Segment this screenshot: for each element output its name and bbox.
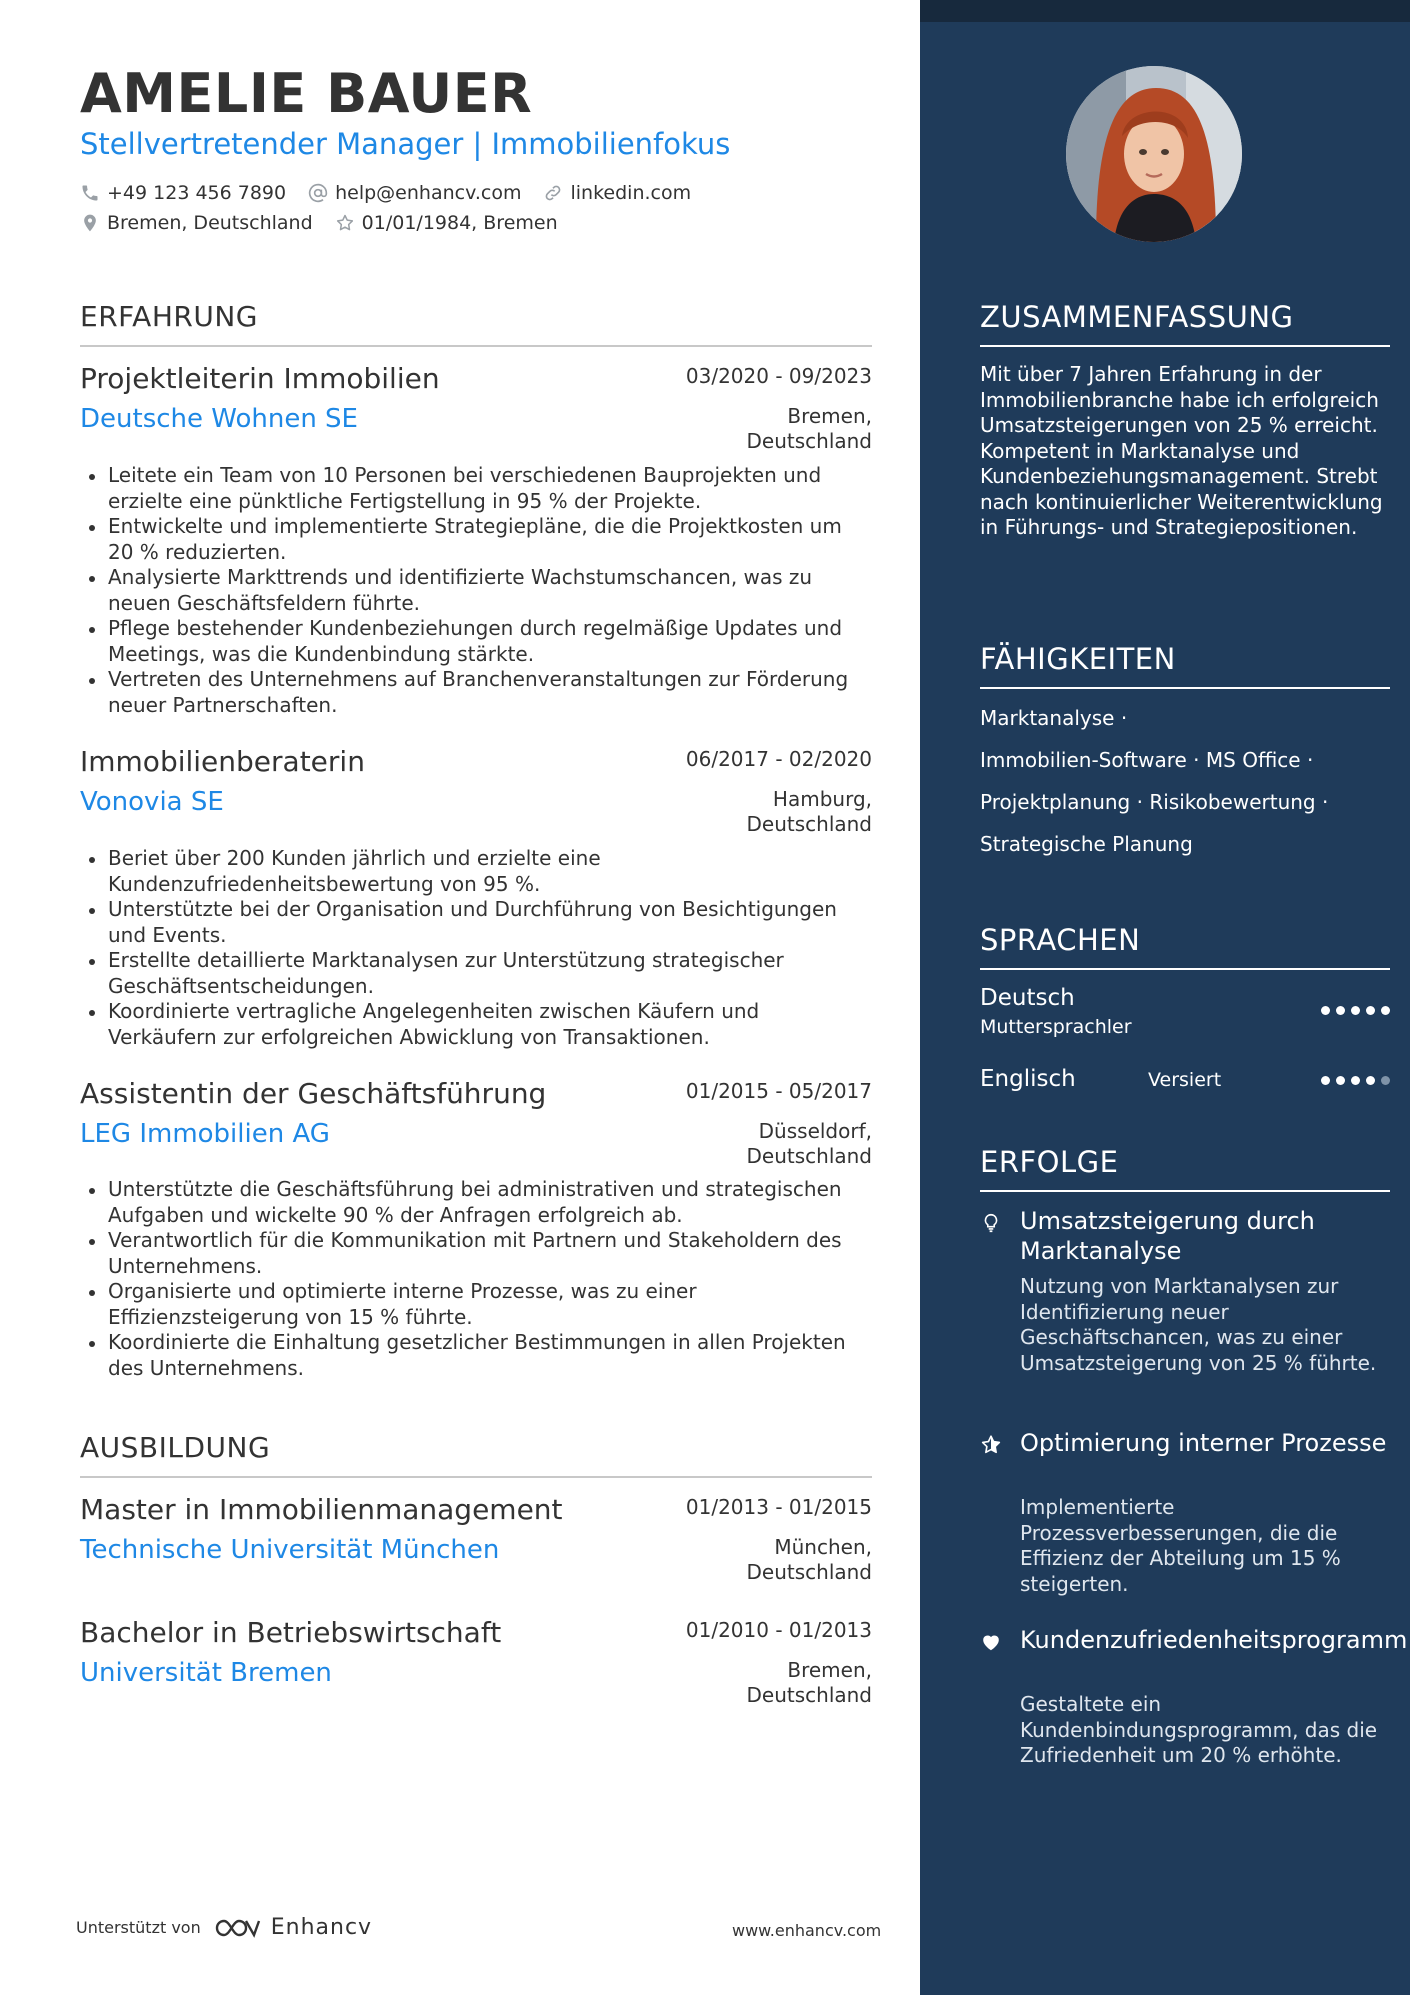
job-location	[747, 404, 873, 454]
job-bullets	[80, 1177, 872, 1381]
job-title: Assistentin der Geschäftsführung	[80, 1077, 547, 1110]
section-title-languages: SPRACHEN	[980, 923, 1141, 957]
job-bullets	[80, 846, 872, 1050]
phone-icon	[80, 183, 100, 203]
contact-row-1	[80, 182, 713, 204]
degree-title: Bachelor in Betriebswirtschaft	[80, 1616, 502, 1649]
job-title: Projektleiterin Immobilien	[80, 362, 440, 395]
contact-row-2	[80, 212, 580, 234]
achievement-description: Nutzung von Marktanalysen zur Identifizierung neuer Geschäftschancen, was zu einer Umsatzsteigerung von 25 % führte.	[1020, 1274, 1377, 1375]
skill-line: Marktanalyse ·	[980, 706, 1128, 730]
location-text: Bremen, Deutschland	[107, 212, 313, 234]
achievement-title: Kundenzufriedenheitsprogramm	[1020, 1626, 1408, 1654]
candidate-name: AMELIE BAUER	[80, 62, 533, 125]
phone-text: +49 123 456 7890	[107, 182, 287, 204]
skill-line: Immobilien-Software · MS Office ·	[980, 748, 1314, 772]
enhancv-brand[interactable]: Enhancv	[270, 1915, 373, 1940]
job-dates: 06/2017 - 02/2020	[685, 747, 872, 771]
bullet-item: Unterstützte bei der Organisation und Durchführung von Besichtigungen und Events.	[80, 897, 872, 948]
email-text: help@enhancv.com	[335, 182, 522, 204]
rating-dot-filled	[1366, 1006, 1375, 1015]
bullet-item: Erstellte detaillierte Marktanalysen zur Unterstützung strategischer Geschäftsentscheidungen.	[80, 948, 872, 999]
company-name: Deutsche Wohnen SE	[80, 404, 358, 434]
avatar-portrait	[1066, 66, 1242, 242]
star-icon	[980, 1434, 1002, 1456]
rating-dot-filled	[1336, 1076, 1345, 1085]
rating-dot-filled	[1351, 1006, 1360, 1015]
education-location	[747, 1535, 873, 1585]
bullet-item: Beriet über 200 Kunden jährlich und erzielte eine Kundenzufriedenheitsbewertung von 95 %.	[80, 846, 872, 897]
rating-dot-empty	[1381, 1076, 1390, 1085]
bullet-item: Vertreten des Unternehmens auf Branchenveranstaltungen zur Förderung neuer Partnerschaften.	[80, 667, 872, 718]
job-location-country: Deutschland	[746, 1144, 872, 1168]
section-divider	[80, 1476, 872, 1478]
section-divider	[980, 968, 1390, 970]
footer-url[interactable]: www.enhancv.com	[732, 1921, 882, 1940]
section-title-summary: ZUSAMMENFASSUNG	[980, 300, 1294, 334]
language-rating	[1315, 1006, 1390, 1015]
rating-dot-filled	[1336, 1006, 1345, 1015]
sidebar	[920, 0, 1410, 1995]
bullet-item: Koordinierte vertragliche Angelegenheiten zwischen Käufern und Verkäufern zur erfolgreichen Abwicklung von Transaktionen.	[80, 999, 872, 1050]
sidebar-top-bar	[920, 0, 1410, 22]
contact-location	[80, 212, 313, 234]
linkedin-text: linkedin.com	[570, 182, 692, 204]
education-location-country: Deutschland	[746, 1560, 872, 1584]
degree-title: Master in Immobilienmanagement	[80, 1493, 563, 1526]
candidate-subtitle: Stellvertretender Manager | Immobilienfokus	[80, 127, 731, 161]
section-title-experience: ERFAHRUNG	[80, 300, 258, 333]
language-name: Deutsch	[980, 985, 1075, 1011]
contact-linkedin[interactable]	[543, 182, 691, 204]
section-divider	[80, 345, 872, 347]
rating-dot-filled	[1381, 1006, 1390, 1015]
bullet-item: Entwickelte und implementierte Strategiepläne, die die Projektkosten um 20 % reduzierten.	[80, 514, 872, 565]
education-location	[747, 1658, 873, 1708]
skill-line: Strategische Planung	[980, 832, 1193, 856]
rating-dot-filled	[1321, 1006, 1330, 1015]
bullet-item: Analysierte Markttrends und identifizierte Wachstumschancen, was zu neuen Geschäftsfeldern führte.	[80, 565, 872, 616]
education-location-country: Deutschland	[746, 1683, 872, 1707]
job-bullets	[80, 463, 872, 718]
location-pin-icon	[80, 213, 100, 233]
achievement-title: Umsatzsteigerung durch Marktanalyse	[1020, 1207, 1315, 1265]
contact-email[interactable]	[308, 182, 521, 204]
job-location	[747, 1119, 873, 1169]
language-rating	[1315, 1076, 1390, 1085]
star-outline-icon	[335, 213, 355, 233]
school-name: Universität Bremen	[80, 1658, 332, 1688]
education-dates: 01/2013 - 01/2015	[685, 1495, 872, 1519]
education-location-city: Bremen,	[787, 1658, 872, 1682]
contact-phone	[80, 182, 286, 204]
footer-powered-by	[76, 1915, 372, 1940]
job-location-city: Düsseldorf,	[758, 1119, 872, 1143]
company-name: Vonovia SE	[80, 787, 224, 817]
job-location-country: Deutschland	[746, 429, 872, 453]
section-divider	[980, 345, 1390, 347]
enhancv-logo-icon	[213, 1916, 261, 1940]
education-location-city: München,	[774, 1535, 872, 1559]
job-dates: 01/2015 - 05/2017	[685, 1079, 872, 1103]
job-location-country: Deutschland	[746, 812, 872, 836]
birth-text: 01/01/1984, Bremen	[361, 212, 558, 234]
contact-birth	[335, 212, 558, 234]
bullet-item: Leitete ein Team von 10 Personen bei verschiedenen Bauprojekten und erzielte eine pünktliche Fertigstellung in 95 % der Projekte.	[80, 463, 872, 514]
bullet-item: Unterstützte die Geschäftsführung bei administrativen und strategischen Aufgaben und wickelte 90 % der Anfragen erfolgreich ab.	[80, 1177, 872, 1228]
job-location-city: Bremen,	[787, 404, 872, 428]
rating-dot-filled	[1366, 1076, 1375, 1085]
bullet-item: Pflege bestehender Kundenbeziehungen durch regelmäßige Updates und Meetings, was die Kundenbindung stärkte.	[80, 616, 872, 667]
language-level: Muttersprachler	[980, 1016, 1132, 1038]
heart-icon	[980, 1631, 1002, 1653]
school-name: Technische Universität München	[80, 1535, 500, 1565]
achievement-description: Gestaltete ein Kundenbindungsprogramm, das die Zufriedenheit um 20 % erhöhte.	[1020, 1692, 1378, 1767]
language-level: Versiert	[1148, 1069, 1222, 1091]
achievement-title: Optimierung interner Prozesse	[1020, 1429, 1387, 1457]
skill-line: Projektplanung · Risikobewertung ·	[980, 790, 1329, 814]
job-title: Immobilienberaterin	[80, 745, 365, 778]
section-title-achievements: ERFOLGE	[980, 1145, 1119, 1179]
rating-dot-filled	[1351, 1076, 1360, 1085]
summary-text: Mit über 7 Jahren Erfahrung in der Immobilienbranche habe ich erfolgreich Umsatzsteigerungen von 25 % erreicht. Kompetent in Marktanalyse und Kundenbeziehungsmanagement. Strebt nach kontinuierlicher Weiterentwicklung in Führungs- und Strategiepositionen.	[980, 362, 1383, 539]
bullet-item: Organisierte und optimierte interne Prozesse, was zu einer Effizienzsteigerung von 15 % führte.	[80, 1279, 872, 1330]
avatar	[1066, 66, 1242, 242]
lightbulb-icon	[980, 1212, 1002, 1234]
job-dates: 03/2020 - 09/2023	[685, 364, 872, 388]
at-icon	[308, 183, 328, 203]
achievement-description: Implementierte Prozessverbesserungen, die die Effizienz der Abteilung um 15 % steigerten.	[1020, 1495, 1341, 1596]
section-divider	[980, 1190, 1390, 1192]
rating-dot-filled	[1321, 1076, 1330, 1085]
section-divider	[980, 687, 1390, 689]
powered-by-text: Unterstützt von	[76, 1918, 201, 1937]
company-name: LEG Immobilien AG	[80, 1119, 330, 1149]
section-title-education: AUSBILDUNG	[80, 1431, 271, 1464]
section-title-skills: FÄHIGKEITEN	[980, 642, 1176, 676]
language-name: Englisch	[980, 1066, 1076, 1092]
bullet-item: Koordinierte die Einhaltung gesetzlicher Bestimmungen in allen Projekten des Unternehmens.	[80, 1330, 872, 1381]
bullet-item: Verantwortlich für die Kommunikation mit Partnern und Stakeholdern des Unternehmens.	[80, 1228, 872, 1279]
job-location-city: Hamburg,	[772, 787, 872, 811]
job-location	[747, 787, 873, 837]
link-icon	[543, 183, 563, 203]
education-dates: 01/2010 - 01/2013	[685, 1618, 872, 1642]
